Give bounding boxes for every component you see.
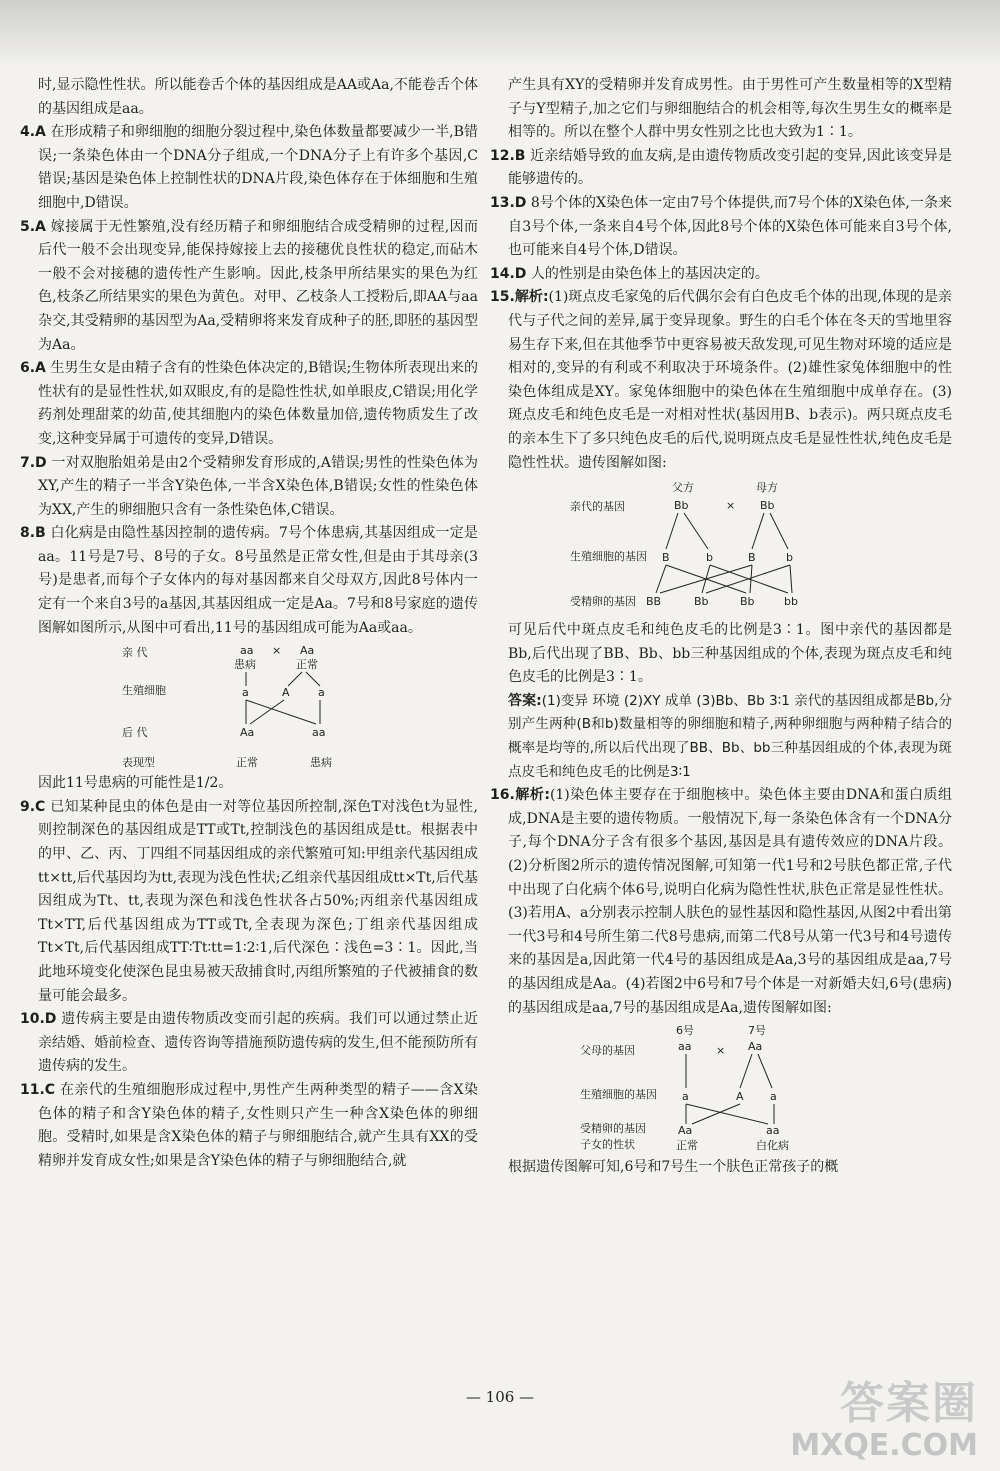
item-number: 14.D bbox=[490, 265, 527, 282]
diagram-arrow bbox=[656, 565, 666, 593]
analysis-label: 解析: bbox=[514, 289, 549, 306]
diagram-arrow bbox=[288, 672, 302, 686]
item-text: (1)斑点皮毛家兔的后代偶尔会有白色皮毛个体的出现,体现的是亲代与子代之间的差异,属于变异现象。野生的白毛个体在冬天的雪地里容易生存下来,但在其他季节中更容易被天敌发现,可见生物对环境的适应是相对的,变异的有利或不利取决于环境条件。(2)雄性家兔体细胞中的性染色体组成是XY。家兔体细胞中的染色体在生殖细胞中成单存在。(3)斑点皮毛和纯色皮毛是一对相对性状(基因用B、b表示)。两只斑点皮毛的亲本生下了多只纯色皮毛的后代,说明斑点皮毛是显性性状,纯色皮毛是隐性性状。遗传图解如图: bbox=[508, 289, 952, 471]
parent-phenotype: 患病 bbox=[234, 658, 256, 672]
item-text: 人的性别是由染色体上的基因决定的。 bbox=[530, 265, 769, 282]
gamete: a bbox=[242, 686, 249, 700]
answer-item-10 bbox=[20, 1008, 478, 1079]
scan-top-band bbox=[0, 0, 1000, 66]
q15-answer bbox=[490, 690, 952, 784]
answer-item-14 bbox=[490, 263, 952, 287]
watermark-url: MXQE.COM bbox=[790, 1428, 978, 1463]
q8-conclusion: 因此11号患病的可能性是1/2。 bbox=[38, 775, 233, 792]
item-text: 生男生女是由精子含有的性染色体决定的,B错误;生物体所表现出来的性状有的是显性性状,如双眼皮,有的是隐性性状,如单眼皮,C错误;用化学药剂处理甜菜的幼苗,使其细胞内的染色体数量加倍,遗传物质发生了改变,这种变异属于可遗传的变异,D错误。 bbox=[38, 360, 478, 447]
parent-genotype: Bb bbox=[674, 499, 689, 513]
diagram-row-label: 生殖细胞的基因 bbox=[580, 1088, 657, 1102]
watermark-logo: 答案圈 bbox=[840, 1378, 978, 1429]
offspring-genotype: aa bbox=[312, 726, 326, 740]
item-text: 8号个体的X染色体一定由7号个体提供,而7号个体的X染色体,一条来自3号个体,一条来自4号个体,因此8号个体的X染色体可能来自3号个体,也可能来自4号个体,D错误。 bbox=[508, 194, 952, 259]
q16-conclusion: 根据遗传图解可知,6号和7号生一个肤色正常孩子的概 bbox=[508, 1159, 839, 1176]
parent-phenotype: 正常 bbox=[296, 658, 318, 672]
item-number: 8.B bbox=[20, 525, 46, 542]
zygote: BB bbox=[646, 595, 662, 609]
parent-genotype: aa bbox=[678, 1040, 692, 1054]
answer-item-7 bbox=[20, 452, 478, 523]
answer-item-13 bbox=[490, 192, 952, 263]
diagram-row-label: 表现型 bbox=[122, 756, 155, 770]
diagram-arrow bbox=[790, 565, 792, 593]
item-text: 嫁接属于无性繁殖,没有经历精子和卵细胞结合成受精卵的过程,因而后代一般不会出现变异,能保持嫁接上去的接穗优良性状的稳定,而砧木一般不会对接穗的遗传性产生影响。因此,枝条甲所结果实的果色为红色,枝条乙所结果实的果色为黄色。对甲、乙枝条人工授粉后,即AA与aa杂交,其受精卵的基因型为Aa,受精卵将来发育成种子的胚,即胚的基因型为Aa。 bbox=[38, 218, 479, 353]
gamete: a bbox=[318, 686, 325, 700]
zygote: Bb bbox=[740, 595, 755, 609]
item-text: 近亲结婚导致的血友病,是由遗传物质改变引起的变异,因此该变异是能够遗传的。 bbox=[508, 147, 952, 188]
item-number: 7.D bbox=[20, 454, 47, 471]
answer-item-6 bbox=[20, 357, 478, 451]
item-text: 在亲代的生殖细胞形成过程中,男性产生两种类型的精子——含X染色体的精子和含Y染色体的精子,女性则只产生一种含X染色体的卵细胞。受精时,如果是含X染色体的精子与卵细胞结合,就产生具有XX的受精卵并发育成女性;如果是含Y染色体的精子与卵细胞结合,就 bbox=[38, 1081, 478, 1169]
q8-inheritance-diagram bbox=[20, 642, 460, 770]
item-number: 6.A bbox=[20, 360, 46, 377]
diagram-row-label: 后 代 bbox=[122, 726, 148, 740]
gamete: b bbox=[706, 551, 713, 565]
gamete: B bbox=[748, 551, 756, 565]
answer-text: (1)变异 环境 (2)XY 成单 (3)Bb、Bb 3∶1 亲代的基因组成都是Bb,分别产生两种(B和b)数量相等的卵细胞和精子,两种卵细胞与两种精子结合的概率是均等的,所以后代出现了BB、Bb、bb三种基因组成的个体,表现为斑点皮毛和纯色皮毛的比例是3∶1 bbox=[508, 692, 952, 780]
diagram-row-label: 子女的性状 bbox=[580, 1138, 635, 1152]
diagram-arrow bbox=[666, 513, 678, 549]
item-number: 12.B bbox=[490, 147, 526, 164]
cross-symbol: × bbox=[272, 644, 282, 658]
offspring-genotype: aa bbox=[766, 1124, 780, 1138]
zygote: bb bbox=[784, 595, 798, 609]
diagram-row-label: 生殖细胞 bbox=[122, 684, 166, 698]
diagram-arrow bbox=[770, 513, 788, 549]
answer-item-8 bbox=[20, 522, 478, 640]
item-number: 5.A bbox=[20, 218, 46, 235]
offspring-phenotype: 白化病 bbox=[756, 1139, 789, 1153]
diagram-arrow bbox=[306, 672, 320, 686]
answer-label: 答案: bbox=[508, 692, 542, 709]
item-number: 9.C bbox=[20, 798, 46, 815]
item-text: (1)染色体主要存在于细胞核中。染色体主要由DNA和蛋白质组成,DNA是主要的遗传物质。一般情况下,每一条染色体含有一个DNA分子,每个DNA分子含有很多个基因,基因是具有遗传效应的DNA片段。(2)分析图2所示的遗传情况图解,可知第一代1号和2号肤色都正常,子代中出现了白化病个体6号,说明白化病为隐性性状,肤色正常是显性性状。(3)若用A、a分别表示控制人肤色的显性基因和隐性基因,从图2中看出第一代3号和4号所生第二代8号患病,而第二代8号从第一代3号和4号遗传来的基因是a,因此第一代4号的基因组成是Aa,3号的基因组成是aa,7号的基因组成是Aa。(4)若图2中6号和7号个体是一对新婚夫妇,6号(患病)的基因组成是aa,7号的基因组成是Aa,遗传图解如图: bbox=[508, 787, 952, 1016]
parent-label: 父方 bbox=[672, 481, 694, 495]
item-number: 13.D bbox=[490, 194, 527, 211]
item-number: 10.D bbox=[20, 1011, 57, 1028]
parent-genotype: Aa bbox=[748, 1040, 763, 1054]
cross-symbol: × bbox=[716, 1044, 726, 1058]
offspring-phenotype: 正常 bbox=[676, 1139, 698, 1153]
answer-item-9 bbox=[20, 796, 478, 1008]
answer-item-11 bbox=[20, 1079, 478, 1173]
parent-label: 母方 bbox=[756, 481, 778, 495]
diagram-arrow bbox=[752, 513, 764, 549]
item-text: 在形成精子和卵细胞的细胞分裂过程中,染色体数量都要减少一半,B错误;一条染色体由一个DNA分子组成,一个DNA分子上有许多个基因,C错误;基因是染色体上控制性状的DNA片段,染色体存在于体细胞和生殖细胞中,D错误。 bbox=[38, 124, 478, 211]
item-number: 15. bbox=[490, 289, 515, 306]
gamete: a bbox=[682, 1090, 689, 1104]
gamete: b bbox=[786, 551, 793, 565]
zygote: Bb bbox=[694, 595, 709, 609]
item-text: 已知某种昆虫的体色是由一对等位基因所控制,深色T对浅色t为显性,则控制深色的基因组成是TT或Tt,控制浅色的基因组成是tt。根据表中的甲、乙、丙、丁四组不同基因组成的亲代繁殖可知:甲组亲代基因组成tt×tt,后代基因均为tt,表现为浅色性状;乙组亲代基因组成tt×Tt,后代基因组成为Tt、tt,表现为深色和浅色性状各占50%;丙组亲代基因组成Tt×TT,后代基因组成为TT或Tt,全表现为深色;丁组亲代基因组成Tt×Tt,后代基因组成TT∶Tt∶tt=1∶2∶1,后代深色∶浅色=3∶1。因此,当此地环境变化使深色昆虫易被天敌捕食时,丙组所繁殖的子代被捕食的数量可能会最多。 bbox=[38, 798, 478, 1004]
diagram-arrow bbox=[246, 700, 316, 724]
diagram-row-label: 受精卵的基因 bbox=[580, 1122, 646, 1136]
q16-inheritance-diagram bbox=[490, 1022, 950, 1154]
parent-genotype: Bb bbox=[760, 499, 775, 513]
gamete: A bbox=[282, 686, 290, 700]
diagram-arrow bbox=[740, 1054, 752, 1088]
parent-genotype: aa bbox=[240, 644, 254, 658]
item-text: 白化病是由隐性基因控制的遗传病。7号个体患病,其基因组成一定是aa。11号是7号、8号的子女。8号虽然是正常女性,但是由于其母亲(3号)是患者,而每个子女体内的每对基因都来自父母双方,因此8号体内一定有一个来自3号的a基因,其基因组成一定是Aa。7号和8号家庭的遗传图解如图所示,从图中可看出,11号的基因组成可能为Aa或aa。 bbox=[38, 525, 479, 636]
analysis-label: 解析: bbox=[514, 787, 550, 804]
answer-item-16 bbox=[490, 784, 952, 1020]
offspring-phenotype: 正常 bbox=[236, 756, 258, 770]
answer-item-4 bbox=[20, 121, 478, 215]
individual-label: 7号 bbox=[748, 1024, 766, 1038]
individual-label: 6号 bbox=[676, 1024, 694, 1038]
left-column bbox=[20, 74, 478, 1173]
diagram-row-label: 生殖细胞的基因 bbox=[570, 550, 647, 564]
diagram-arrow bbox=[660, 565, 752, 593]
diagram-arrow bbox=[684, 513, 708, 549]
page-number: — 106 — bbox=[465, 1388, 535, 1406]
gamete: A bbox=[736, 1090, 744, 1104]
cross-symbol: × bbox=[726, 499, 736, 513]
item-text: 遗传病主要是由遗传物质改变而引起的疾病。我们可以通过禁止近亲结婚、婚前检查、遗传咨询等措施预防遗传病的发生,但不能预防所有遗传病的发生。 bbox=[38, 1011, 479, 1075]
item-number: 4.A bbox=[20, 124, 46, 141]
item-text: 一对双胞胎姐弟是由2个受精卵发育形成的,A错误;男性的性染色体为XY,产生的精子一半含Y染色体,一半含X染色体,B错误;女性的性染色体为XX,产生的卵细胞只含有一条性染色体,C错误。 bbox=[38, 454, 478, 518]
offspring-genotype: Aa bbox=[240, 726, 255, 740]
item-number: 11.C bbox=[20, 1081, 56, 1098]
gamete: a bbox=[770, 1090, 777, 1104]
answer-continuation: 产生具有XY的受精卵并发育成男性。由于男性可产生数量相等的X型精子与Y型精子,加之它们与卵细胞结合的机会相等,每次生男生女的概率是相等的。所以在整个人群中男女性别之比也大致为1∶1。 bbox=[508, 77, 952, 141]
diagram-row-label: 亲 代 bbox=[122, 646, 148, 660]
answer-continuation: 时,显示隐性性状。所以能卷舌个体的基因组成是AA或Aa,不能卷舌个体的基因组成是aa。 bbox=[38, 77, 478, 117]
q15-inheritance-diagram bbox=[490, 477, 950, 617]
gamete: B bbox=[662, 551, 670, 565]
item-number: 16. bbox=[490, 787, 515, 804]
diagram-row-label: 亲代的基因 bbox=[570, 500, 625, 514]
q15-after-diagram: 可见后代中斑点皮毛和纯色皮毛的比例是3∶1。图中亲代的基因都是Bb,后代出现了BB、Bb、bb三种基因组成的个体,表现为斑点皮毛和纯色皮毛的比例是3∶1。 bbox=[508, 622, 952, 686]
offspring-phenotype: 患病 bbox=[310, 756, 332, 770]
offspring-genotype: Aa bbox=[678, 1124, 693, 1138]
right-column bbox=[490, 74, 952, 1180]
watermark bbox=[790, 1365, 982, 1463]
parent-genotype: Aa bbox=[300, 644, 315, 658]
answer-item-5 bbox=[20, 216, 478, 358]
answer-item-12 bbox=[490, 145, 952, 192]
diagram-row-label: 父母的基因 bbox=[580, 1044, 635, 1058]
answer-item-15 bbox=[490, 286, 952, 475]
diagram-arrow bbox=[758, 1054, 772, 1088]
diagram-row-label: 受精卵的基因 bbox=[570, 595, 636, 609]
